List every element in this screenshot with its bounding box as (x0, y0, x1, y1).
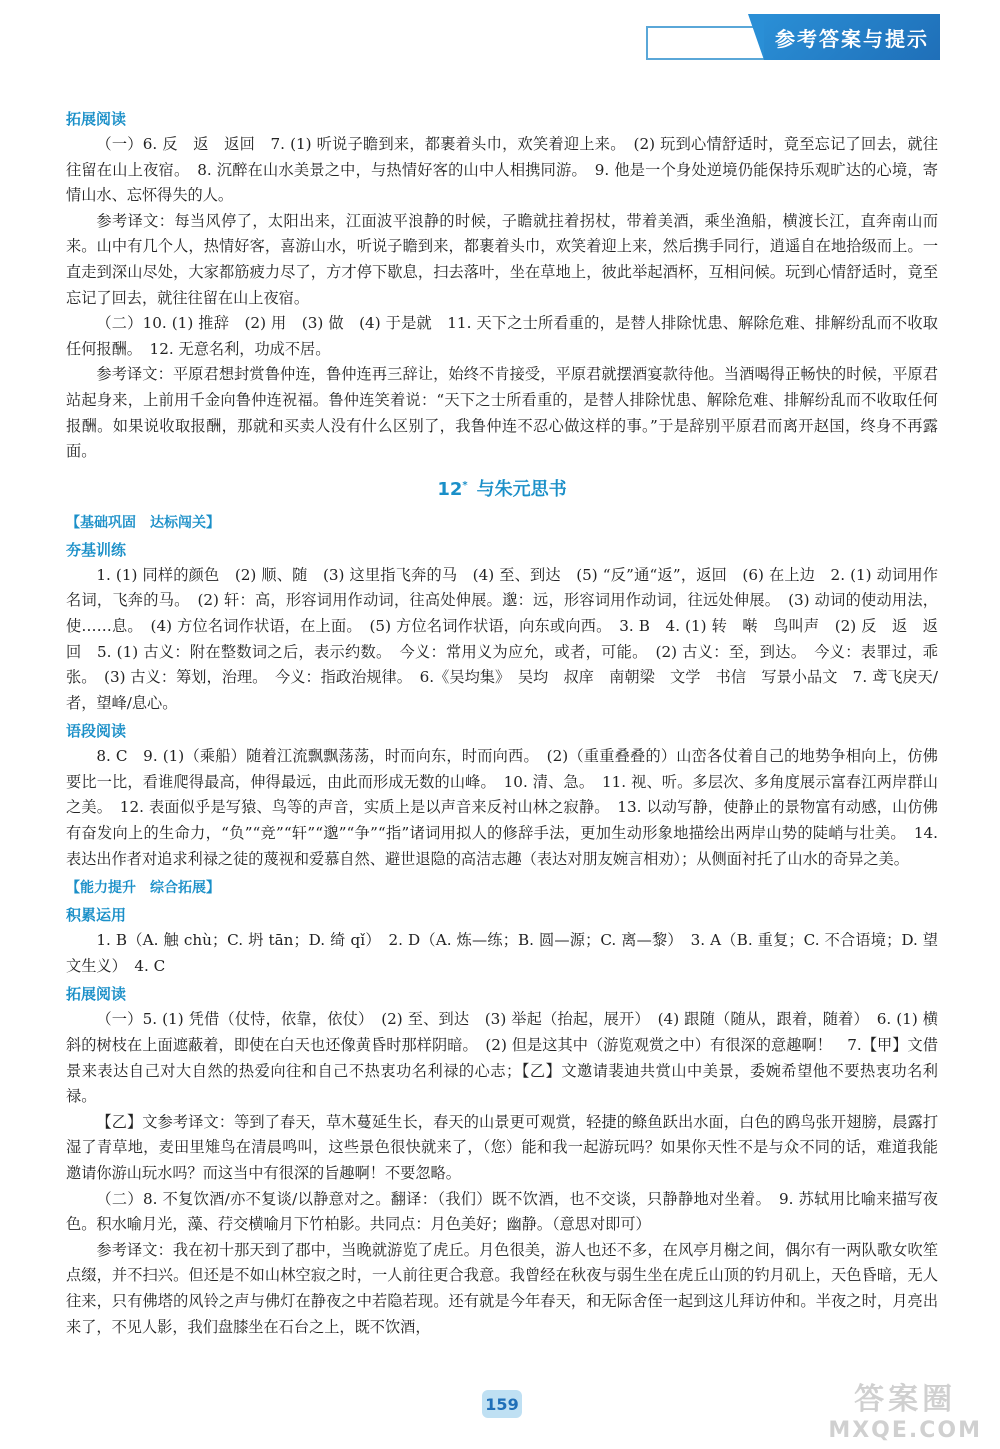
answer-paragraph: 【乙】文参考译文：等到了春天，草木蔓延生长，春天的山景更可观赏，轻捷的鲦鱼跃出水面，白色的鸥鸟张开翅膀，晨露打湿了青草地，麦田里雉鸟在清晨鸣叫，这些景色很快就来了，（您）能和我一起游玩吗？如果你天性不是与众不同的话，难道我能邀请你游山玩水吗？而这当中有很深的旨趣啊！不要忽略。 (66, 1112, 938, 1182)
lesson-number: 12 (437, 478, 463, 500)
answer-paragraph: 1. B（A. 触 chù；C. 坍 tān；D. 绮 qǐ） 2. D（A. 炼—练；B. 圆—源；C. 离—黎） 3. A（B. 重复；C. 不合语境；D. 望文生义） 4. C (66, 931, 938, 975)
answer-paragraph: 8. C 9. (1)（乘船）随着江流飘飘荡荡，时而向东，时而向西。 (2)（重重叠叠的）山峦各仗着自己的地势争相向上，仿佛要比一比，看谁爬得最高，伸得最远，由此而形成无数的山峰。 10. 清、急。 11. 视、听。多层次、多角度展示富春江两岸群山之美。 12. 表面似乎是写猿、鸟等的声音，实质上是以声音来反衬山林之寂静。 13. 以动写静，使静止的景物富有动感，山仿佛有奋发向上的生命力，“负”“竞”“轩”“邈”“争”“指”诸词用拟人的修辞手法，更加生动形象地描绘出两岸山势的陡峭与壮美。 14. 表达出作者对追求利禄之徒的蔑视和爱慕自然、避世退隐的高洁志趣（表达对朋友婉言相劝）；从侧面衬托了山水的奇异之美。 (66, 747, 938, 868)
lesson-mark: * (462, 479, 468, 491)
section-heading: 语段阅读 (66, 722, 127, 741)
watermark-line1: 答案圈 (854, 1382, 957, 1417)
answer-paragraph: 参考译文：每当风停了，太阳出来，江面波平浪静的时候，子瞻就拄着拐杖，带着美酒，乘坐渔船，横渡长江，直奔南山而来。山中有几个人，热情好客，喜游山水，听说子瞻到来，都裹着头巾，欢笑着迎上来，然后携手同行，逍遥自在地拾级而上。一直走到深山尽处，大家都筋疲力尽了，方才停下歇息，扫去落叶，坐在草地上，彼此举起酒杯，互相问候。玩到心情舒适时，竟至忘记了回去，就往往留在山上夜宿。 (66, 211, 938, 307)
header-title: 参考答案与提示 (764, 14, 940, 60)
section-heading: 夯基训练 (66, 540, 127, 559)
section-heading: 拓展阅读 (66, 985, 127, 1004)
watermark (828, 1374, 982, 1443)
lesson-name: 与朱元思书 (476, 478, 567, 500)
answer-paragraph: 参考译文：我在初十那天到了郡中，当晚就游览了虎丘。月色很美，游人也还不多，在风亭月榭之间，偶尔有一两队歌女吹笙点缀，并不扫兴。但还是不如山林空寂之时，一人前往更合我意。我曾经在秋夜与弱生坐在虎丘山顶的钓月矶上，天色昏暗，无人往来，只有佛塔的风铃之声与佛灯在静夜之中若隐若现。还有就是今年春天，和无际舍侄一起到这儿拜访仲和。半夜之时，月亮出来了，不见人影，我们盘膝坐在石台之上，既不饮酒， (66, 1240, 938, 1336)
section-heading: 积累运用 (66, 906, 127, 925)
answer-paragraph: 参考译文：平原君想封赏鲁仲连，鲁仲连再三辞让，始终不肯接受，平原君就摆酒宴款待他。当酒喝得正畅快的时候，平原君站起身来，上前用千金向鲁仲连祝福。鲁仲连笑着说：“天下之士所看重的，是替人排除忧患、解除危难、排解纷乱而不收取任何报酬。如果说收取报酬，那就和买卖人没有什么区别了，我鲁仲连不忍心做这样的事。”于是辞别平原君而离开赵国，终身不再露面。 (66, 365, 938, 461)
answer-paragraph: 1. (1) 同样的颜色 (2) 顺、随 (3) 这里指飞奔的马 (4) 至、到达 (5) “反”通“返”，返回 (6) 在上边 2. (1) 动词用作名词，飞奔的马。 (2) 轩：高，形容词用作动词，往高处伸展。邈：远，形容词用作动词，往远处伸展。 (3) 动词的使动用法，使……息。 (4) 方位名词作状语，在上面。 (5) 方位名词作状语，向东或向西。 3. B 4. (1) 转 啭 鸟叫声 (2) 反 返 返回 5. (1) 古义：附在整数词之后，表示约数。 今义：常用义为应允，或者，可能。 (2) 古义：至，到达。 今义：表罪过，乖张。 (3) 古义：筹划，治理。 今义：指政治规律。 6.《吴均集》 吴均 叔庠 南朝梁 文学 书信 写景小品文 7. 鸢飞戾天/者，望峰/息心。 (66, 565, 938, 712)
answer-paragraph: （二）8. 不复饮酒/亦不复谈/以静意对之。翻译：（我们）既不饮酒，也不交谈，只静静地对坐着。 9. 苏轼用比喻来描写夜色。积水喻月光，藻、荇交横喻月下竹柏影。共同点：月色美好；幽静。（意思对即可） (66, 1189, 938, 1234)
page-number: 159 (482, 1390, 522, 1418)
answer-paragraph: （二）10. (1) 推辞 (2) 用 (3) 做 (4) 于是就 11. 天下之士所看重的，是替人排除忧患、解除危难、排解纷乱而不收取任何报酬。 12. 无意名利，功成不居。 (66, 314, 938, 358)
watermark-line2: MXQE.COM (828, 1418, 982, 1443)
part-heading: 【能力提升 综合拓展】 (66, 880, 220, 897)
answer-paragraph: （一）6. 反 返 返回 7. (1) 听说子瞻到来，都裹着头巾，欢笑着迎上来。 (2) 玩到心情舒适时，竟至忘记了回去，就往往留在山上夜宿。 8. 沉醉在山水美景之中，与热情好客的山中人相携同游。 9. 他是一个身处逆境仍能保持乐观旷达的心境，寄情山水、忘怀得失的人。 (66, 135, 938, 205)
answer-paragraph: （一）5. (1) 凭借（仗恃，依靠，依仗） (2) 至、到达 (3) 举起（抬起，展开） (4) 跟随（随从，跟着，随着） 6. (1) 横斜的树枝在上面遮蔽着，即使在白天也还像黄昏时那样阴暗。 (2) 但是这其中（游览观赏之中）有很深的意趣啊！ 7.【甲】文借景来表达自己对大自然的热爱向往和自己不热衷功名利禄的心志；【乙】文邀请裴迪共赏山中美景，委婉希望他不要热衷功名利禄。 (66, 1010, 938, 1106)
answer-content (66, 104, 938, 1340)
part-heading: 【基础巩固 达标闯关】 (66, 514, 220, 531)
section-heading: 拓展阅读 (66, 110, 127, 128)
lesson-title (66, 469, 938, 507)
